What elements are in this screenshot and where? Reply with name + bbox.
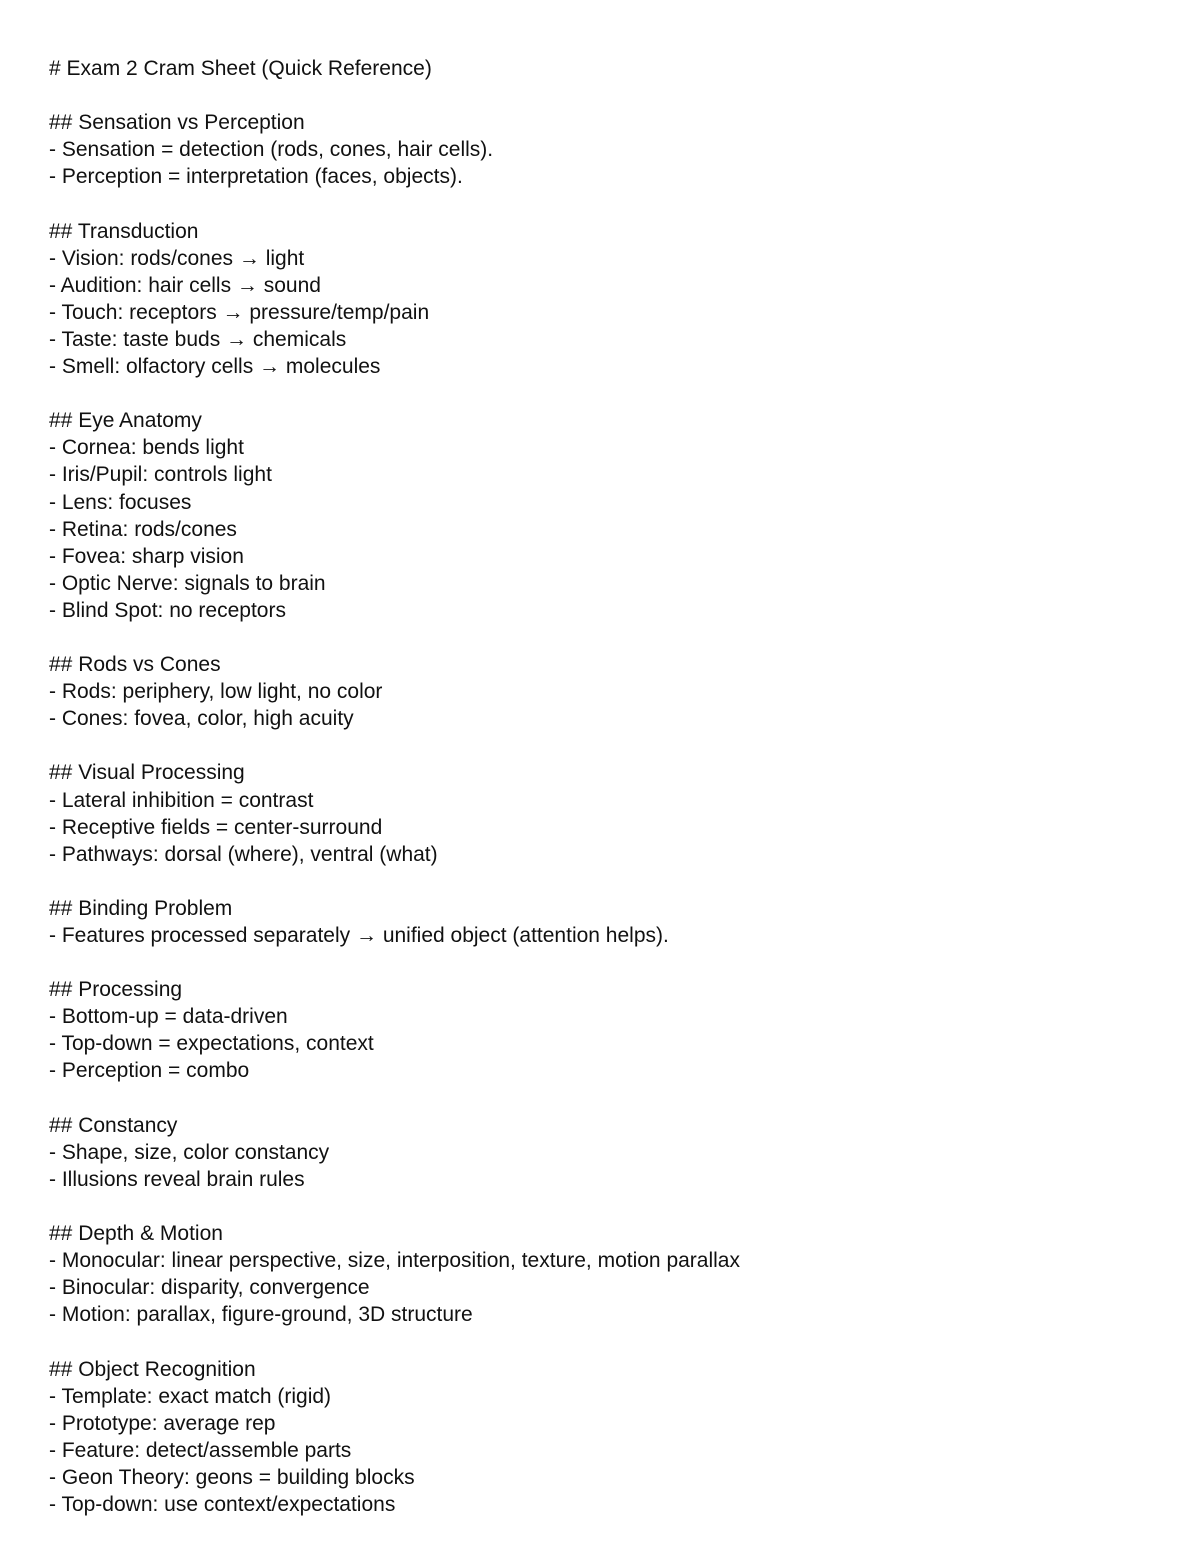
list-item: - Audition: hair cells → sound — [49, 273, 321, 297]
section-heading: ## Binding Problem — [49, 896, 233, 920]
list-item: - Blind Spot: no receptors — [49, 598, 286, 622]
section — [49, 109, 1149, 190]
section-heading: ## Constancy — [49, 1113, 178, 1137]
list-item: - Template: exact match (rigid) — [49, 1384, 332, 1408]
section — [49, 976, 1149, 1084]
list-item: - Features processed separately → unified object (attention helps). — [49, 924, 669, 947]
list-item: - Retina: rods/cones — [49, 517, 237, 541]
list-item: - Sensation = detection (rods, cones, hair cells). — [49, 138, 494, 162]
list-item: - Taste: taste buds → chemicals — [49, 327, 347, 351]
section — [49, 759, 1149, 867]
section — [49, 1220, 1149, 1328]
list-item: - Smell: olfactory cells → molecules — [49, 355, 381, 379]
list-item: - Shape, size, color constancy — [49, 1140, 330, 1164]
list-item: - Rods: periphery, low light, no color — [49, 680, 383, 704]
list-item: - Feature: detect/assemble parts — [49, 1438, 352, 1462]
list-item: - Perception = interpretation (faces, objects). — [49, 165, 463, 189]
list-item: - Bottom-up = data-driven — [49, 1005, 288, 1029]
list-item: - Iris/Pupil: controls light — [49, 463, 272, 487]
list-item: - Pathways: dorsal (where), ventral (what) — [49, 842, 438, 866]
list-item: - Binocular: disparity, convergence — [49, 1276, 370, 1300]
section-heading: ## Depth & Motion — [49, 1222, 223, 1246]
section — [49, 651, 1149, 732]
list-item: - Lens: focuses — [49, 490, 192, 514]
list-item: - Receptive fields = center-surround — [49, 815, 383, 839]
list-item: - Cornea: bends light — [49, 436, 244, 460]
section-heading: ## Object Recognition — [49, 1357, 256, 1381]
section — [49, 895, 1149, 949]
section-heading: ## Eye Anatomy — [49, 409, 202, 433]
list-item: - Cones: fovea, color, high acuity — [49, 707, 354, 731]
list-item: - Touch: receptors → pressure/temp/pain — [49, 300, 430, 324]
list-item: - Fovea: sharp vision — [49, 544, 244, 568]
section-heading: ## Processing — [49, 978, 183, 1002]
section — [49, 1356, 1149, 1519]
list-item: - Illusions reveal brain rules — [49, 1167, 305, 1191]
list-item: - Prototype: average rep — [49, 1411, 276, 1435]
section-heading: ## Visual Processing — [49, 761, 245, 785]
section — [49, 218, 1149, 381]
list-item: - Monocular: linear perspective, size, interposition, texture, motion parallax — [49, 1249, 740, 1273]
section-heading: ## Rods vs Cones — [49, 653, 221, 677]
list-item: - Vision: rods/cones → light — [49, 246, 305, 270]
list-item: - Top-down = expectations, context — [49, 1032, 374, 1056]
document-title: # Exam 2 Cram Sheet (Quick Reference) — [49, 57, 432, 80]
section — [49, 1112, 1149, 1193]
list-item: - Lateral inhibition = contrast — [49, 788, 314, 812]
list-item: - Top-down: use context/expectations — [49, 1492, 396, 1516]
document-page — [49, 55, 1149, 1518]
list-item: - Perception = combo — [49, 1059, 250, 1083]
section-heading: ## Sensation vs Perception — [49, 111, 305, 135]
list-item: - Optic Nerve: signals to brain — [49, 571, 326, 595]
sections-container — [49, 109, 1149, 1518]
list-item: - Motion: parallax, figure-ground, 3D structure — [49, 1303, 473, 1327]
section — [49, 407, 1149, 624]
section-heading: ## Transduction — [49, 219, 199, 243]
list-item: - Geon Theory: geons = building blocks — [49, 1465, 415, 1489]
